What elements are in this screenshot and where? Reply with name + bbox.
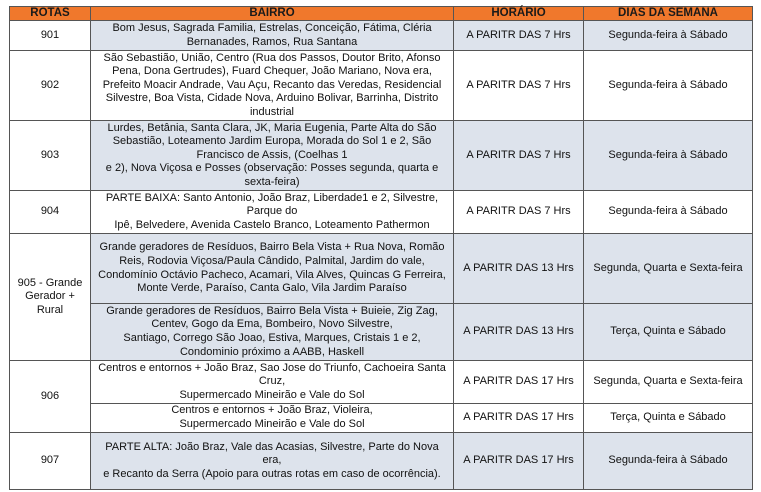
neighborhoods: Centros e entornos + João Braz, Violeira, Supermercado Mineirão e Vale do Sol [91,404,454,433]
table-row [10,51,753,121]
route-number: 904 [10,191,91,234]
collection-schedule-table [9,6,753,490]
table-row [10,21,753,51]
weekdays: Segunda, Quarta e Sexta-feira [584,234,753,304]
schedule-time: A PARITR DAS 17 Hrs [454,404,584,433]
table-row [10,404,753,433]
table-row [10,234,753,304]
schedule-time: A PARITR DAS 7 Hrs [454,121,584,191]
neighborhoods: PARTE ALTA: João Braz, Vale das Acasias, Silvestre, Parte do Nova era, e Recanto da Serra (Apoio para outras rotas em caso de ocorrência). [91,433,454,490]
route-number: 905 - Grande Gerador + Rural [10,234,91,361]
schedule-time: A PARITR DAS 17 Hrs [454,361,584,404]
table-row [10,361,753,404]
weekdays: Terça, Quinta e Sábado [584,304,753,361]
schedule-time: A PARITR DAS 13 Hrs [454,304,584,361]
weekdays: Segunda-feira à Sábado [584,121,753,191]
neighborhoods: Bom Jesus, Sagrada Familia, Estrelas, Conceição, Fátima, Cléria Bernanades, Ramos, Rua Santana [91,21,454,51]
header-rotas: ROTAS [10,7,91,21]
neighborhoods: Grande geradores de Resíduos, Bairro Bela Vista + Rua Nova, Romão Reis, Rodovia Viçosa/Paula Cândido, Palmital, Jardim do vale, Condomínio Octávio Pacheco, Acamari, Vila Alves, Quincas G Ferreira, Monte Verde, Paraíso, Canta Galo, Vila Jardim Paraíso [91,234,454,304]
schedule-time: A PARITR DAS 7 Hrs [454,21,584,51]
schedule-time: A PARITR DAS 7 Hrs [454,191,584,234]
table-row [10,191,753,234]
header-bairro: BAIRRO [91,7,454,21]
neighborhoods: São Sebastião, União, Centro (Rua dos Passos, Doutor Brito, Afonso Pena, Dona Gertrudes), Fuard Chequer, João Mariano, Nova era, Prefeito Moacir Andrade, Vau Açu, Recanto das Veredas, Residencial Silvestre, Boa Vista, Cidade Nova, Arduino Bolivar, Barrinha, Distrito industrial [91,51,454,121]
neighborhoods: Grande geradores de Resíduos, Bairro Bela Vista + Buieie, Zig Zag, Centev, Gogo da Ema, Bombeiro, Novo Silvestre, Santiago, Corrego São Joao, Estiva, Marques, Cristais 1 e 2, Condominio próximo a AABB, Haskell [91,304,454,361]
route-number: 907 [10,433,91,490]
route-number: 906 [10,361,91,433]
schedule-time: A PARITR DAS 17 Hrs [454,433,584,490]
weekdays: Segunda-feira à Sábado [584,51,753,121]
weekdays: Segunda-feira à Sábado [584,21,753,51]
neighborhoods: PARTE BAIXA: Santo Antonio, João Braz, Liberdade1 e 2, Silvestre, Parque do Ipê, Belvedere, Avenida Castelo Branco, Loteamento Pathermon [91,191,454,234]
header-horario: HORÁRIO [454,7,584,21]
schedule-table-wrapper [9,6,752,490]
schedule-time: A PARITR DAS 13 Hrs [454,234,584,304]
header-row [10,7,753,21]
table-row [10,121,753,191]
header-dias: DIAS DA SEMANA [584,7,753,21]
route-number: 903 [10,121,91,191]
weekdays: Segunda-feira à Sábado [584,433,753,490]
table-row [10,304,753,361]
schedule-time: A PARITR DAS 7 Hrs [454,51,584,121]
weekdays: Segunda-feira à Sábado [584,191,753,234]
neighborhoods: Centros e entornos + João Braz, Sao Jose do Triunfo, Cachoeira Santa Cruz, Supermercado Mineirão e Vale do Sol [91,361,454,404]
neighborhoods: Lurdes, Betânia, Santa Clara, JK, Maria Eugenia, Parte Alta do São Sebastião, Loteamento Jardim Europa, Morada do Sol 1 e 2, São Francisco de Assis, (Coelhas 1 e 2), Nova Viçosa e Posses (observação: Posses segunda, quarta e sexta-feira) [91,121,454,191]
route-number: 901 [10,21,91,51]
weekdays: Terça, Quinta e Sábado [584,404,753,433]
table-row [10,433,753,490]
route-number: 902 [10,51,91,121]
weekdays: Segunda, Quarta e Sexta-feira [584,361,753,404]
